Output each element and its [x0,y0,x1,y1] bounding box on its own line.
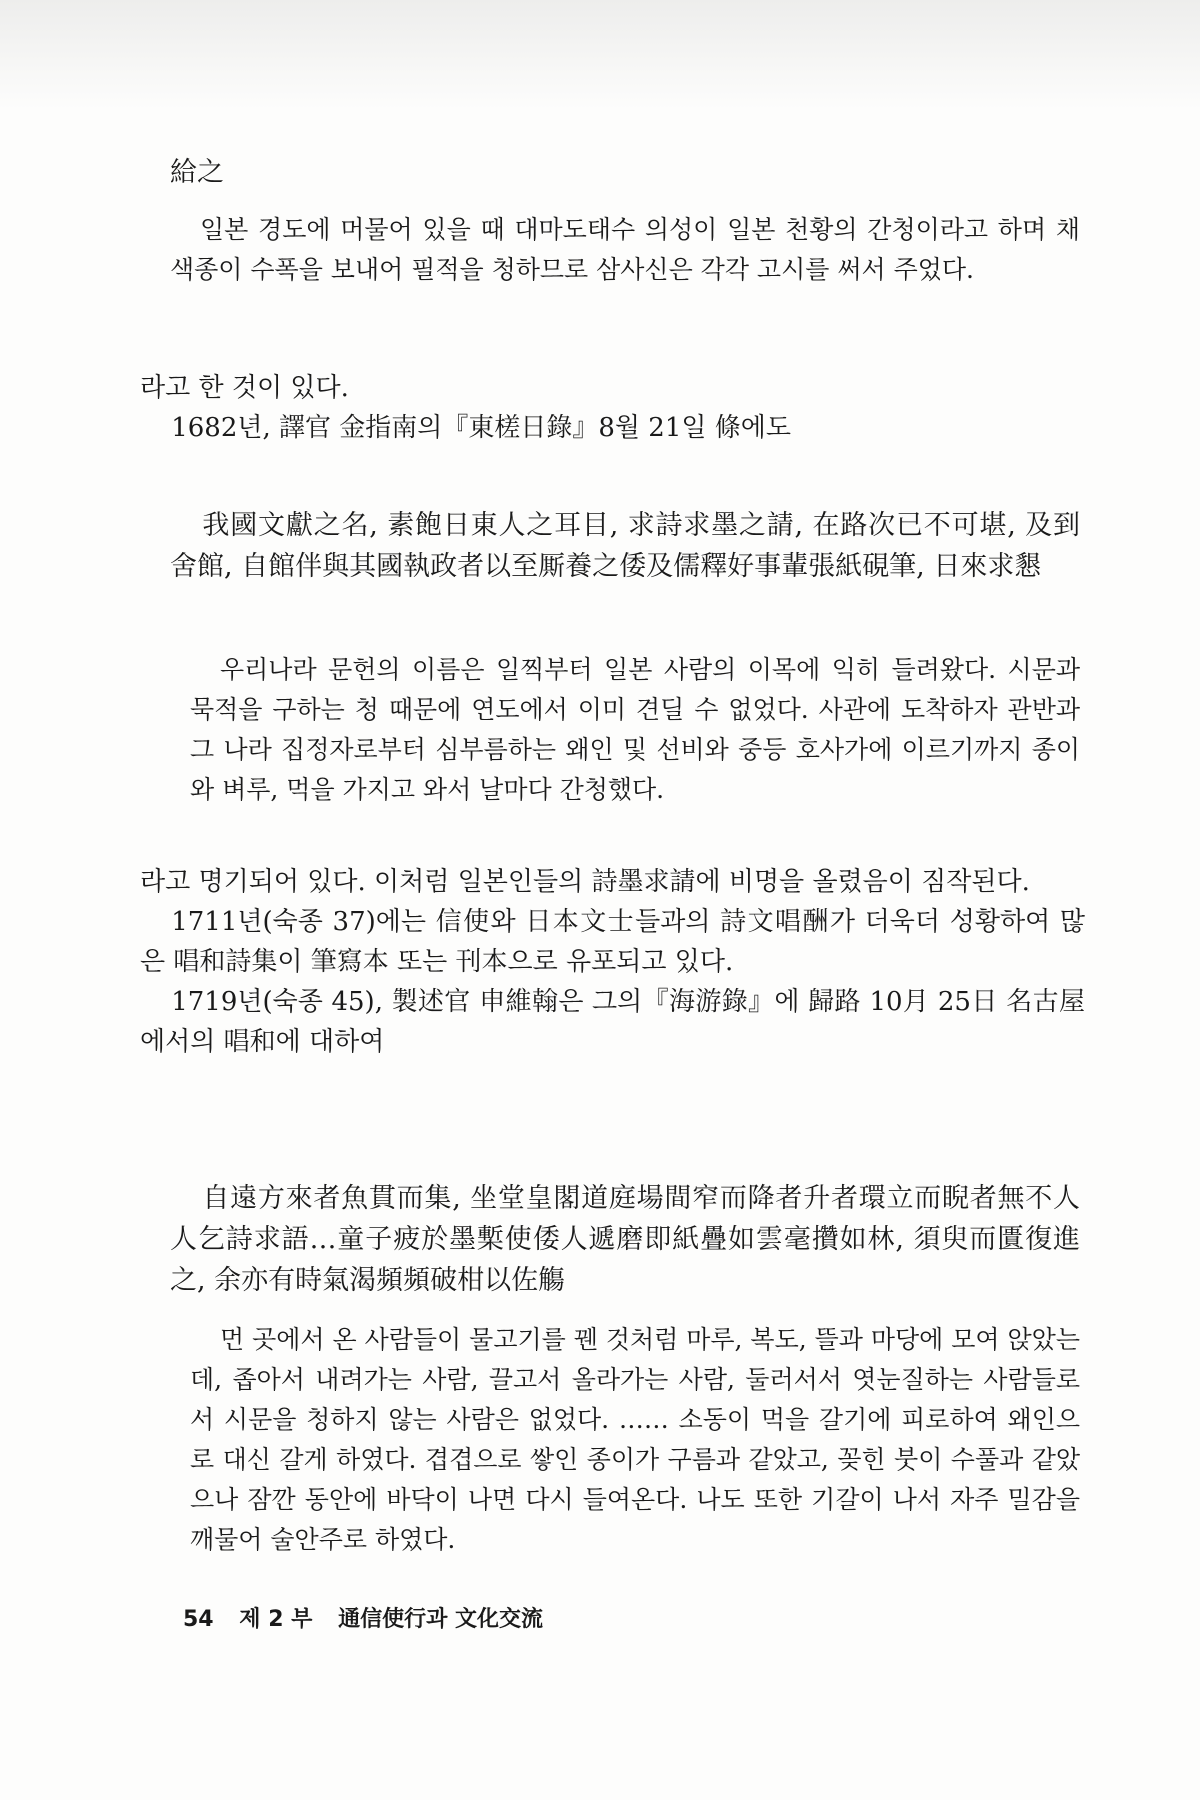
body-line: 라고 한 것이 있다. [140,373,349,403]
quote-1-korean: 일본 경도에 머물어 있을 때 대마도태수 의성이 일본 천황의 간청이라고 하며 채색종이 수폭을 보내어 필적을 청하므로 삼사신은 각각 고시를 써서 주었다. [170,215,1080,284]
body-paragraph: 1682년, 譯官 金指南의『東槎日錄』8월 21일 條에도 [171,413,792,443]
body-paragraph: 라고 명기되어 있다. 이처럼 일본인들의 詩墨求請에 비명을 올렸음이 짐작된다. [140,867,1030,897]
page-number: 54 [183,1607,214,1632]
quote-3-korean: 먼 곳에서 온 사람들이 물고기를 꿴 것처럼 마루, 복도, 뜰과 마당에 모여 앉았는데, 좁아서 내려가는 사람, 끌고서 올라가는 사람, 둘러서서 엿눈질하는 사람들로서 시문을 청하지 않는 사람은 없었다. …… 소동이 먹을 갈기에 피로하여 왜인으로 대신 갈게 하였다. 겹겹으로 쌓인 종이가 구름과 같았고, 꽂힌 붓이 수풀과 같았으나 잠깐 동안에 바닥이 나면 다시 들여온다. 나도 또한 기갈이 나서 자주 밀감을 깨물어 술안주로 하였다. [190,1325,1080,1554]
quote-2-chinese: 我國文獻之名, 素飽日東人之耳目, 求詩求墨之請, 在路次已不可堪, 及到舍館, 自館伴與其國執政者以至厮養之倭及儒釋好事輩張紙硯筆, 日來求懇 [170,510,1080,582]
quote-heading: 給之 [170,157,224,188]
running-title: 通信使行과 文化交流 [338,1607,544,1632]
body-paragraph: 1719년(숙종 45), 製述官 申維翰은 그의『海游錄』에 歸路 10月 25日 名古屋에서의 唱和에 대하여 [140,987,1085,1057]
part-label: 제 2 부 [239,1607,313,1632]
body-block-2 [140,862,1085,1062]
page-footer [183,1602,561,1633]
quote-2-korean: 우리나라 문헌의 이름은 일찍부터 일본 사람의 이목에 익히 들려왔다. 시문과 묵적을 구하는 청 때문에 연도에서 이미 견딜 수 없었다. 사관에 도착하자 관반과 그 나라 집정자로부터 심부름하는 왜인 및 선비와 중등 호사가에 이르기까지 종이와 벼루, 먹을 가지고 와서 날마다 간청했다. [190,655,1080,804]
body-paragraph: 1711년(숙종 37)에는 信使와 日本文士들과의 詩文唱酬가 더욱더 성황하여 많은 唱和詩集이 筆寫本 또는 刊本으로 유포되고 있다. [140,907,1085,977]
body-block-1 [140,368,1085,448]
quote-3-chinese: 自遠方來者魚貫而集, 坐堂皇閣道庭場間窄而降者升者環立而睨者無不人人乞詩求語…童子疲於墨槧使倭人遞磨即紙疊如雲毫攢如林, 須臾而匱復進之, 余亦有時氣渴頻頻破柑以佐觴 [170,1183,1080,1296]
scan-shading [0,0,1200,110]
